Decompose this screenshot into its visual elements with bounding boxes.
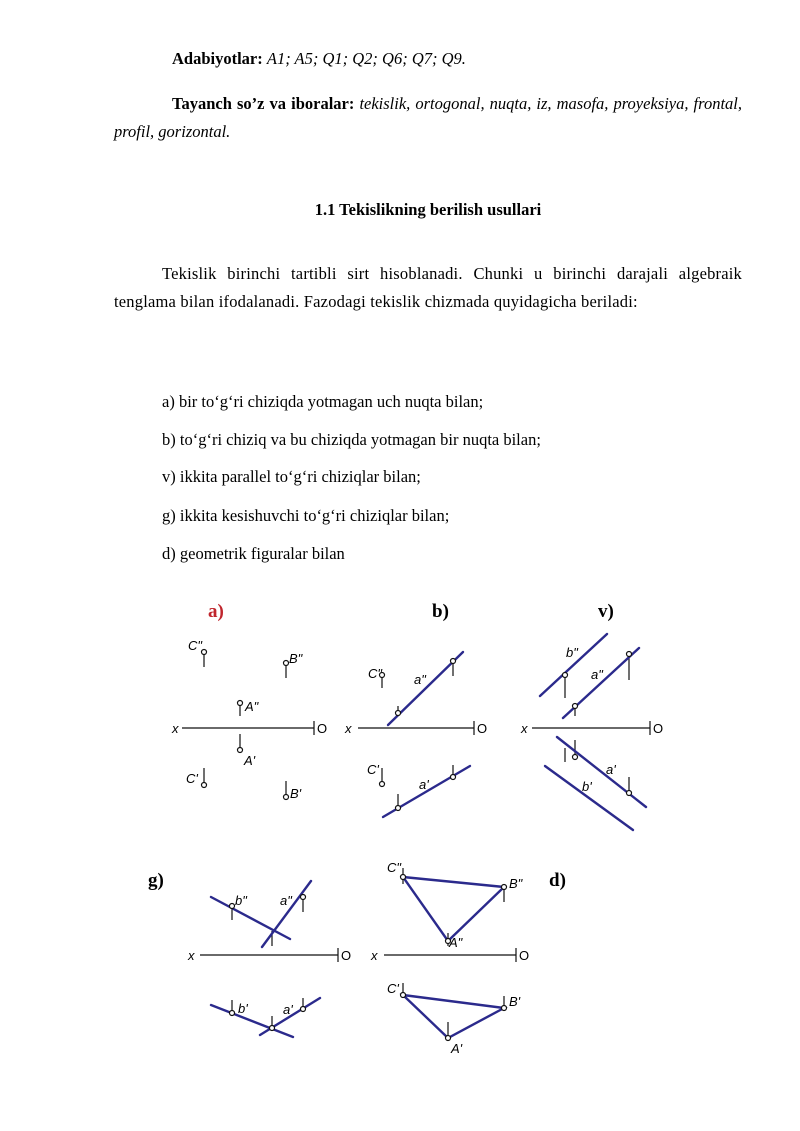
point-label-c1-d: C': [387, 981, 399, 996]
point-label-c2-d: C": [387, 860, 402, 875]
point-label-a2-v: a": [591, 667, 603, 682]
keywords-label: Tayanch so’z va iboralar:: [172, 94, 355, 113]
list-item-a: a) bir to‘g‘ri chiziqda yotmagan uch nuqta bilan;: [162, 392, 484, 411]
point-label-a1-d: A': [451, 1041, 463, 1056]
list-item-g: g) ikkita kesishuvchi to‘g‘ri chiziqlar bilan;: [162, 506, 450, 525]
axis-o-label-b: O: [477, 721, 488, 736]
point-label-a1-v: a': [606, 762, 616, 777]
plane-definitions-figure: [0, 590, 800, 1070]
line-b2-g: [211, 897, 290, 939]
triangle-top-d: [403, 995, 504, 1038]
list-item-v: v) ikkita parallel to‘g‘ri chiziqlar bilan;: [162, 467, 421, 486]
axis-o-label-v: O: [653, 721, 664, 736]
point-label-a1-b: a': [419, 777, 429, 792]
line-a1-v: [557, 737, 646, 807]
triangle-front-d: [403, 877, 504, 941]
point-label-b2-d: B": [509, 876, 523, 891]
axis-x-label-d: x: [371, 948, 378, 963]
panel-label-b: b): [432, 601, 449, 622]
point-label-c1-a: C': [186, 771, 198, 786]
point-label-b1-v: b': [582, 779, 592, 794]
axis-x-label-v: x: [521, 721, 528, 736]
point-label-c2-a: C": [188, 638, 203, 653]
axis-x-label-a: x: [172, 721, 179, 736]
point-label-a2-a: A": [245, 699, 259, 714]
point-label-a1-g: a': [283, 1002, 293, 1017]
list-item-d: d) geometrik figuralar bilan: [162, 544, 345, 563]
list-item-b: b) to‘g‘ri chiziq va bu chiziqda yotmagan bir nuqta bilan;: [162, 430, 541, 449]
intro-paragraph: Tekislik birinchi tartibli sirt hisoblanadi. Chunki u birinchi darajali algebraik tenglama bilan ifodalanadi. Fazodagi tekislik chizmada quyidagicha beriladi:: [114, 264, 742, 311]
point-label-a2-b: a": [414, 672, 426, 687]
axis-x-label-g: x: [188, 948, 195, 963]
point-label-b1-d: B': [509, 994, 521, 1009]
point-label-c1-b: C': [367, 762, 379, 777]
panel-label-v: v): [598, 601, 614, 622]
panel-label-a: a): [208, 601, 224, 622]
point-label-a2-g: a": [280, 893, 292, 908]
point-label-a1-a: A': [244, 753, 256, 768]
point-label-a2-d: A": [449, 935, 463, 950]
point-label-b2-g: b": [235, 893, 247, 908]
keywords-value: tekislik, ortogonal, nuqta, iz, masofa, proyeksiya, frontal, profil, gorizontal.: [114, 94, 742, 141]
axis-o-label-d: O: [519, 948, 530, 963]
axis-o-label-g: O: [341, 948, 352, 963]
references-value: A1; A5; Q1; Q2; Q6; Q7; Q9.: [266, 49, 466, 68]
references-label: Adabiyotlar:: [172, 49, 263, 68]
references-line: [172, 45, 466, 73]
point-label-b2-v: b": [566, 645, 578, 660]
panel-label-g: g): [148, 870, 164, 891]
point-label-b1-a: B': [290, 786, 302, 801]
point-label-b1-g: b': [238, 1001, 248, 1016]
section-title: 1.1 Tekislikning berilish usullari: [314, 200, 542, 219]
point-label-c2-b: C": [368, 666, 383, 681]
point-label-b2-a: B": [289, 651, 303, 666]
line-b1-v: [545, 766, 633, 830]
panel-label-d: d): [549, 870, 566, 891]
keywords-paragraph: [114, 90, 742, 146]
axis-x-label-b: x: [345, 721, 352, 736]
axis-o-label-a: O: [317, 721, 328, 736]
